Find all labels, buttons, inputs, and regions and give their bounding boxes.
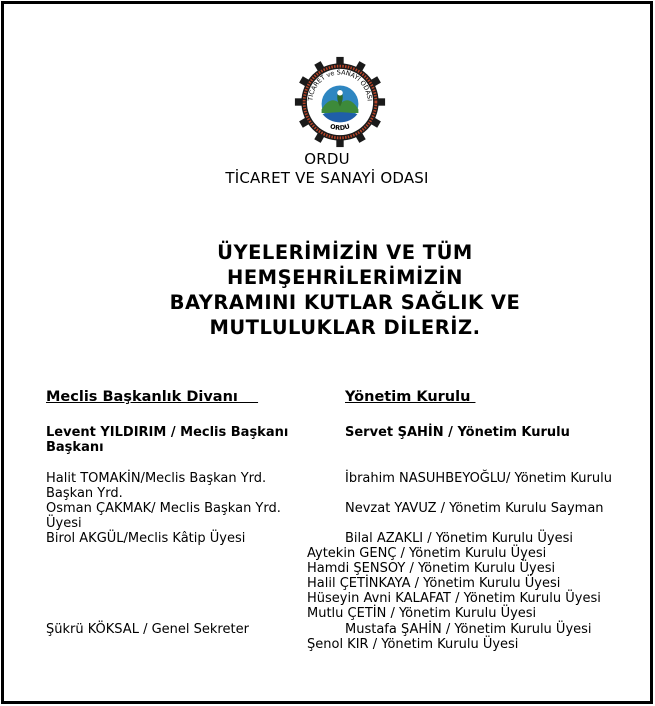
- greeting-line: ÜYELERİMİZİN VE TÜM: [217, 241, 473, 264]
- greeting-line: BAYRAMINI KUTLAR SAĞLIK VE: [169, 291, 521, 314]
- page-frame: [1, 1, 653, 704]
- council-member-wrap: Başkan Yrd.: [46, 486, 123, 501]
- organization-name: TİCARET VE SANAYİ ODASI: [225, 169, 429, 187]
- council-member-line: Birol AKGÜL/Meclis Kâtip Üyesi: [46, 531, 246, 546]
- council-chair-wrap: Başkanı: [46, 440, 104, 455]
- board-member: Mustafa ŞAHİN / Yönetim Kurulu Üyesi: [345, 622, 592, 637]
- holiday-greeting: [104, 240, 586, 340]
- council-chair-name: Levent YILDIRIM / Meclis Başkanı: [46, 425, 289, 440]
- board-member: Bilal AZAKLI / Yönetim Kurulu Üyesi: [345, 531, 573, 546]
- council-presidency-heading: Meclis Başkanlık Divanı: [46, 389, 259, 405]
- board-member: İbrahim NASUHBEYOĞLU/ Yönetim Kurulu: [345, 471, 612, 486]
- board-member: Hamdi ŞENSOY / Yönetim Kurulu Üyesi: [307, 561, 556, 576]
- board-member: Nevzat YAVUZ / Yönetim Kurulu Sayman: [345, 501, 604, 516]
- greeting-line: HEMŞEHRİLERİMİZİN: [227, 266, 463, 289]
- general-secretary: Şükrü KÖKSAL / Genel Sekreter: [46, 622, 249, 637]
- chamber-logo-icon: [294, 56, 386, 148]
- svg-text:TİCARET ve SANAYİ ODASI: TİCARET ve SANAYİ ODASI: [306, 68, 374, 102]
- board-member: Şenol KIR / Yönetim Kurulu Üyesi: [307, 637, 519, 652]
- board-member: Aytekin GENÇ / Yönetim Kurulu Üyesi: [307, 546, 547, 561]
- board-chair-name: Servet ŞAHİN / Yönetim Kurulu: [345, 425, 570, 440]
- board-member: Mutlu ÇETİN / Yönetim Kurulu Üyesi: [307, 606, 537, 621]
- svg-text:ORDU: ORDU: [329, 122, 351, 133]
- council-member-line: Osman ÇAKMAK/ Meclis Başkan Yrd.: [46, 501, 281, 516]
- council-member-line: Halit TOMAKİN/Meclis Başkan Yrd.: [46, 471, 267, 486]
- greeting-line: MUTLULUKLAR DİLERİZ.: [209, 316, 481, 339]
- council-member-wrap: Üyesi: [46, 516, 82, 531]
- organization-city: ORDU: [304, 150, 350, 168]
- board-member: Hüseyin Avni KALAFAT / Yönetim Kurulu Üyesi: [307, 591, 601, 606]
- board-heading: Yönetim Kurulu: [345, 389, 476, 405]
- board-member: Halil ÇETİNKAYA / Yönetim Kurulu Üyesi: [307, 576, 561, 591]
